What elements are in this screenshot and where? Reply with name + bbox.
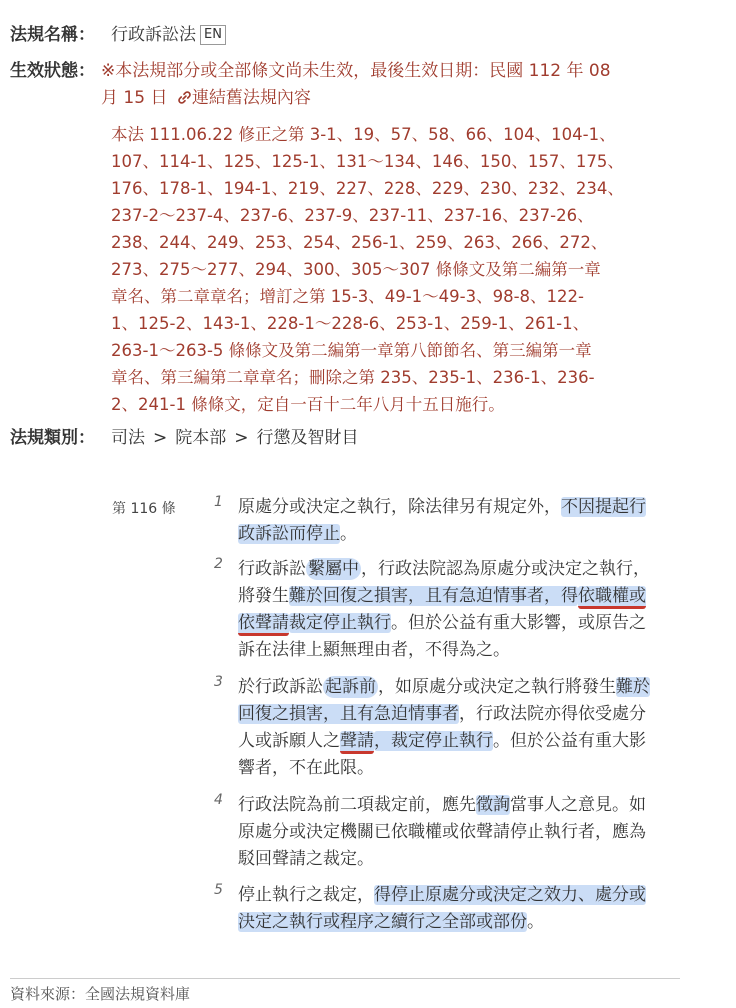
effective-date-text: 月 15 日 xyxy=(101,88,168,108)
underlined-highlight: 依職權或 xyxy=(578,586,646,609)
amendment-line: 本法 111.06.22 修正之第 3-1、19、57、58、66、104、104-1、 xyxy=(111,125,616,144)
text-segment: ，如原處分或決定之執行將發生 xyxy=(378,677,616,697)
footer-divider xyxy=(10,978,680,979)
paragraph-number: 5 xyxy=(214,882,223,898)
amendment-line: 107、114-1、125、125-1、131～134、146、150、157、175、 xyxy=(111,152,624,171)
text-segment: 。但於公益有重大影 xyxy=(493,731,646,751)
text-segment: 原處分或決定機關已依職權或依聲請停止執行者，應為 xyxy=(238,822,646,842)
paragraph-number: 3 xyxy=(214,674,223,690)
text-segment: 行政訴訟 xyxy=(238,559,306,579)
paragraph-text xyxy=(238,494,708,548)
law-name: 行政訴訟法 xyxy=(111,25,196,45)
text-segment: 駁回聲請之裁定。 xyxy=(238,849,374,869)
text-segment: 原處分或決定之執行，除法律另有規定外， xyxy=(238,497,561,517)
text-segment: 行政法院為前二項裁定前，應先 xyxy=(238,795,476,815)
paragraph-text xyxy=(238,674,708,782)
highlight: 回復之損害，且有急迫情事者 xyxy=(238,704,459,724)
paragraph-number: 1 xyxy=(214,494,223,510)
highlight: ，裁定停止執行 xyxy=(374,731,493,751)
status-line-2 xyxy=(101,85,681,112)
text-segment: 。 xyxy=(527,912,544,932)
category-item[interactable]: 司法 xyxy=(111,428,145,448)
status-line-1: ※本法規部分或全部條文尚未生效，最後生效日期：民國 112 年 08 xyxy=(101,61,611,81)
highlight: 不因提起行 xyxy=(561,497,646,517)
circled-highlight: 起訴前 xyxy=(325,677,376,697)
text-segment: 人或訴願人之 xyxy=(238,731,340,751)
law-category-label: 法規類別： xyxy=(10,428,95,448)
text-segment: 將發生 xyxy=(238,586,289,606)
text-segment: 。 xyxy=(340,524,357,544)
highlight: 政訴訟而停止 xyxy=(238,524,340,544)
paragraph-text xyxy=(238,882,708,936)
underlined-highlight: 聲請 xyxy=(340,731,374,754)
amendment-line: 2、241-1 條條文，定自一百十二年八月十五日施行。 xyxy=(111,395,505,414)
amendment-line: 263-1～263-5 條條文及第二編第一章第八節節名、第三編第一章 xyxy=(111,341,592,360)
breadcrumb-separator: > xyxy=(153,428,168,448)
link-icon xyxy=(177,90,192,105)
amendment-line: 273、275～277、294、300、305～307 條條文及第二編第一章 xyxy=(111,260,601,279)
text-segment: 當事人之意見。如 xyxy=(510,795,646,815)
paragraph-text xyxy=(238,556,708,664)
amendment-line: 176、178-1、194-1、219、227、228、229、230、232、234、 xyxy=(111,179,624,198)
highlight: 裁定停止執行 xyxy=(289,613,391,633)
circled-highlight: 繫屬中 xyxy=(308,559,359,579)
highlight: 決定之執行或程序之續行之全部或部份 xyxy=(238,912,527,932)
article-number: 第 116 條 xyxy=(112,501,176,517)
highlight: 難於 xyxy=(616,677,650,697)
text-segment: ，行政法院認為原處分或決定之執行， xyxy=(361,559,650,579)
amendment-line: 237-2～237-4、237-6、237-9、237-11、237-16、237-26、 xyxy=(111,206,594,225)
text-segment: ，行政法院亦得依受處分 xyxy=(459,704,646,724)
breadcrumb-separator: > xyxy=(234,428,249,448)
law-status-text xyxy=(101,58,681,112)
law-name-value xyxy=(111,22,226,49)
amendment-line: 238、244、249、253、254、256-1、259、263、266、272、 xyxy=(111,233,608,252)
text-segment: 於行政訴訟 xyxy=(238,677,323,697)
law-category-breadcrumb xyxy=(111,425,359,452)
old-version-link-label[interactable]: 連結舊法規內容 xyxy=(191,88,311,108)
text-segment: 停止執行之裁定， xyxy=(238,885,374,905)
amendment-line: 1、125-2、143-1、228-1～228-6、253-1、259-1、261-1、 xyxy=(111,314,590,333)
underlined-highlight: 依聲請 xyxy=(238,613,289,636)
amendment-line: 章名、第二章章名；增訂之第 15-3、49-1～49-3、98-8、122- xyxy=(111,287,584,306)
old-version-link[interactable] xyxy=(173,88,311,108)
footer-source: 資料來源：全國法規資料庫 xyxy=(10,985,191,1003)
text-segment: 。但於公益有重大影響，或原告之 xyxy=(391,613,646,633)
en-language-button[interactable]: EN xyxy=(200,25,226,45)
law-status-label: 生效狀態： xyxy=(10,61,95,81)
law-name-label: 法規名稱： xyxy=(10,25,95,45)
paragraph-number: 2 xyxy=(214,556,223,572)
amendment-note xyxy=(111,121,691,418)
highlight: 徵詢 xyxy=(476,795,510,815)
paragraph-text xyxy=(238,792,708,873)
category-item[interactable]: 行懲及智財目 xyxy=(256,428,359,448)
paragraph-number: 4 xyxy=(214,792,223,808)
amendment-line: 章名、第三編第二章章名；刪除之第 235、235-1、236-1、236- xyxy=(111,368,595,387)
text-segment: 響者，不在此限。 xyxy=(238,758,374,778)
category-item[interactable]: 院本部 xyxy=(175,428,227,448)
text-segment: 訴在法律上顯無理由者，不得為之。 xyxy=(238,640,510,660)
highlight: 難於回復之損害，且有急迫情事者，得 xyxy=(289,586,578,606)
highlight: 得停止原處分或決定之效力、處分或 xyxy=(374,885,646,905)
